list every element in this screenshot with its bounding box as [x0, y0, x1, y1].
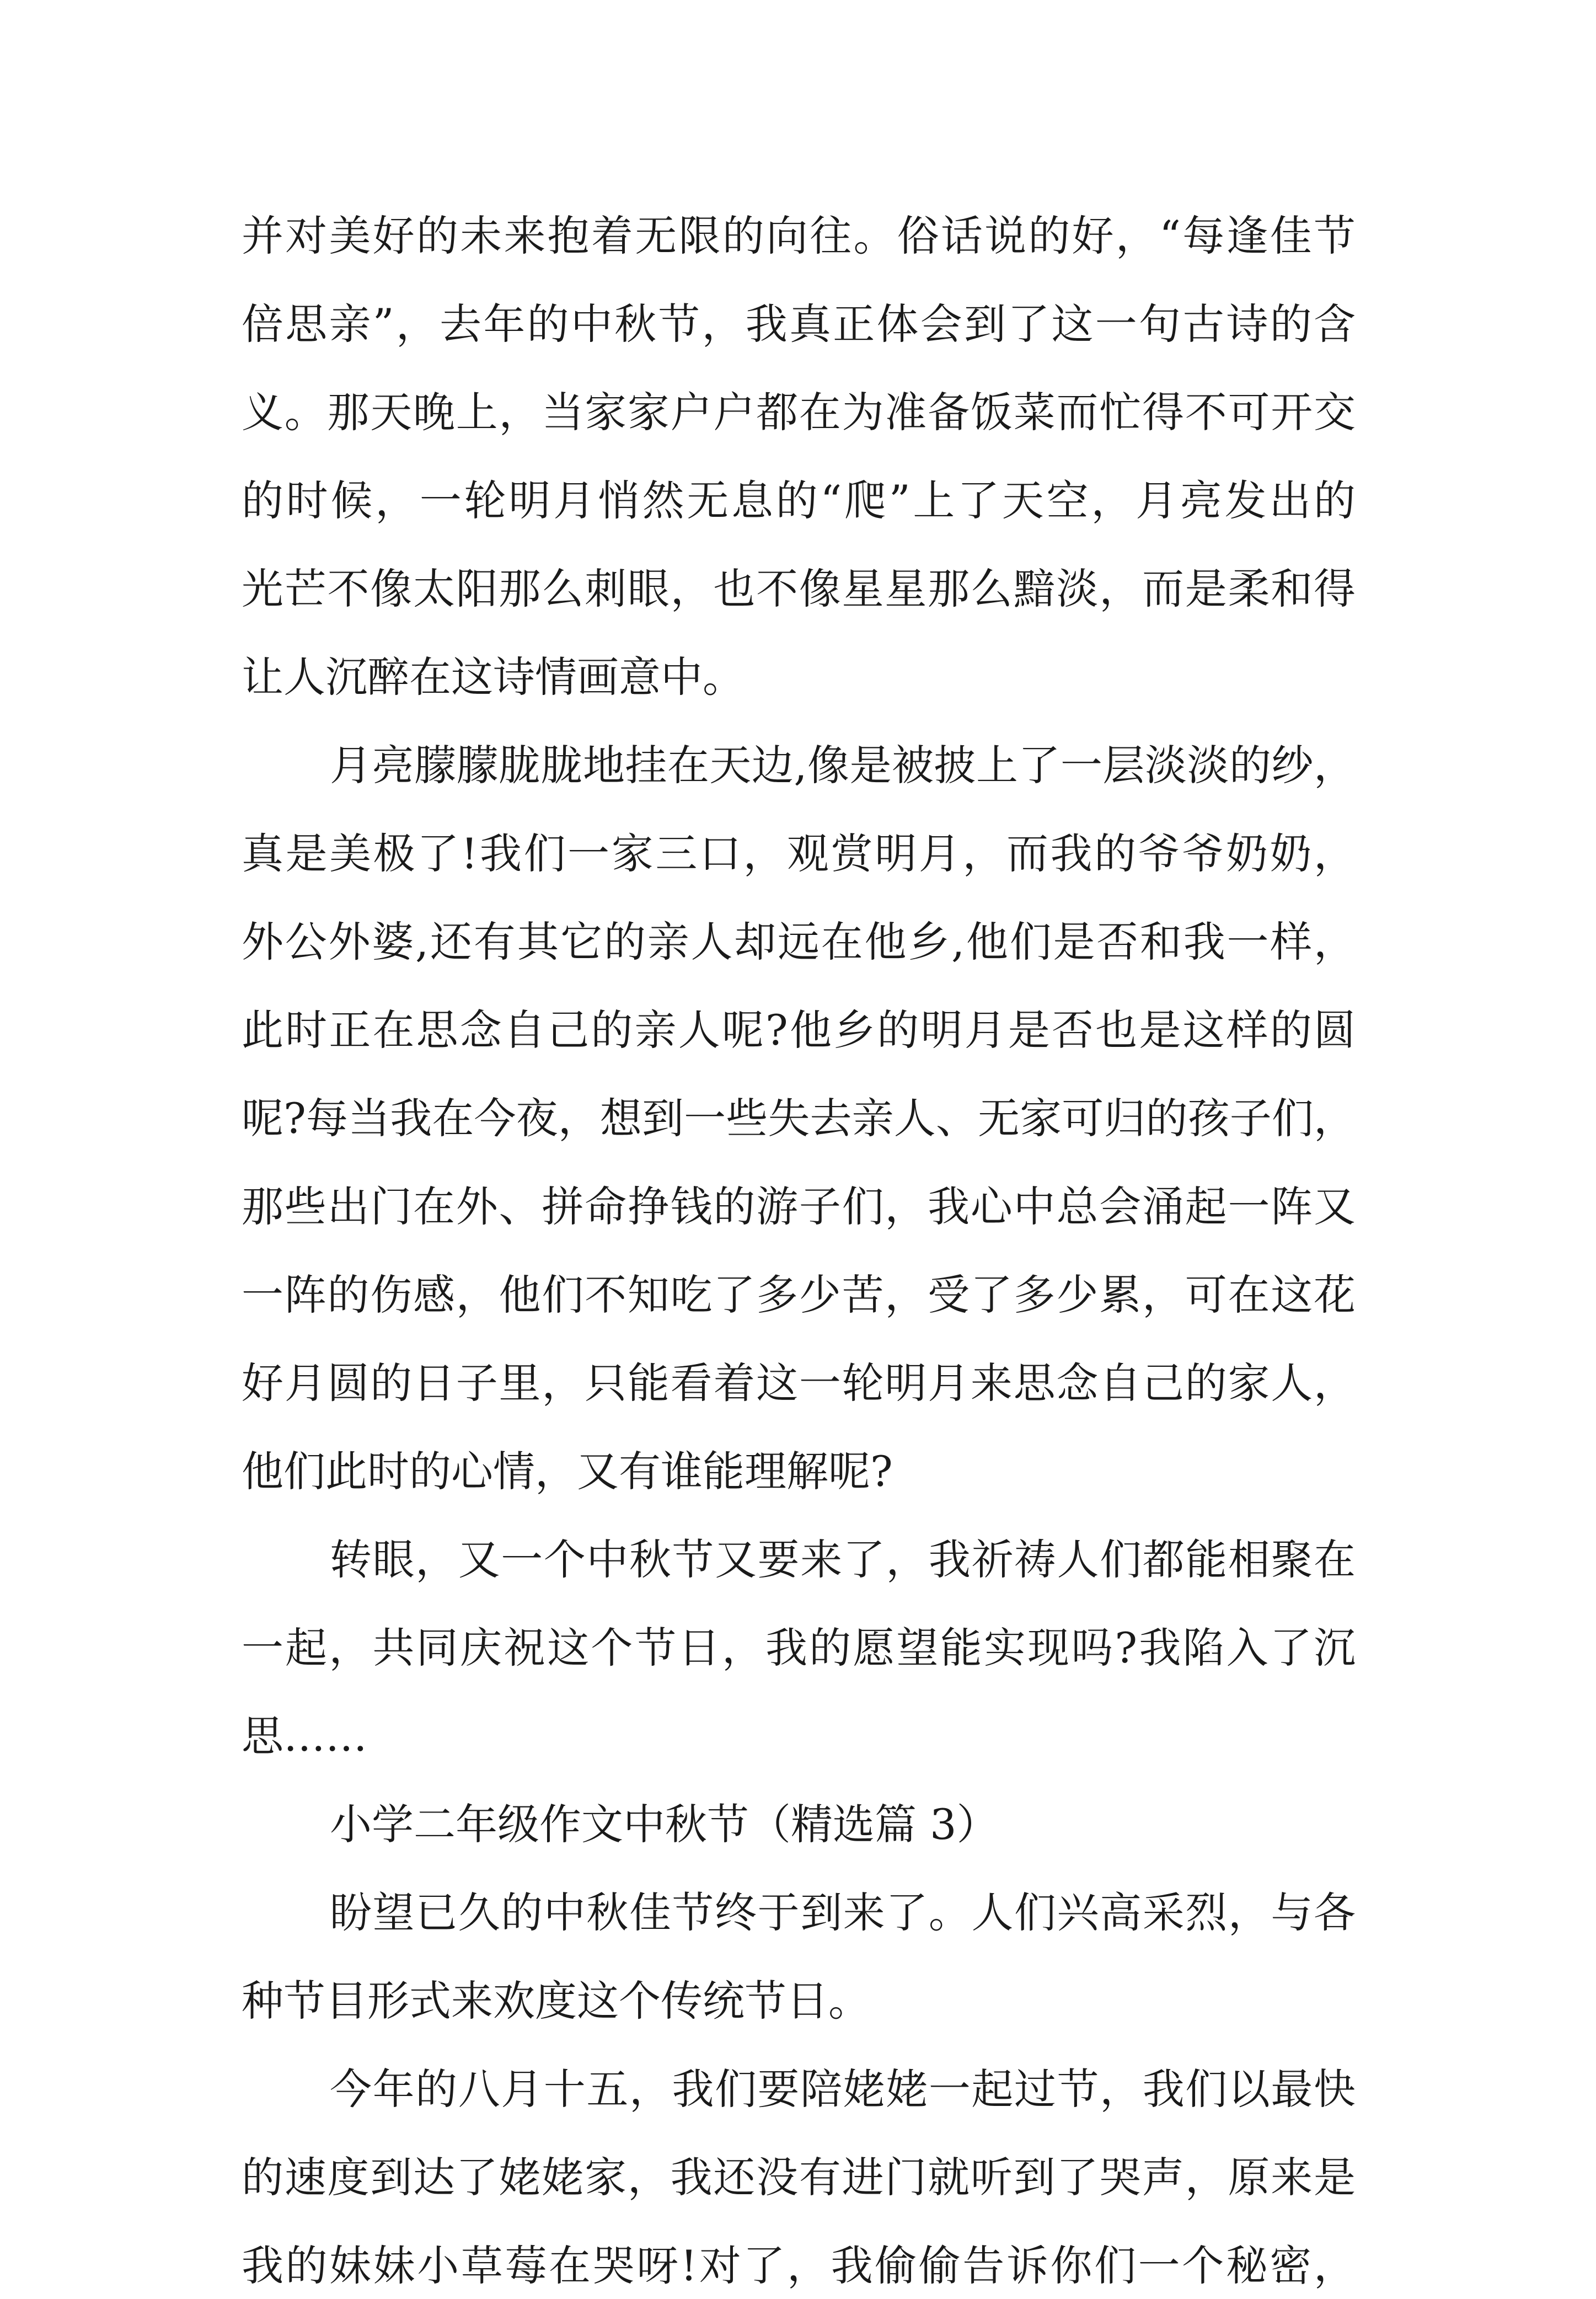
- text-line: 我的妹妹小草莓在哭呀!对了，我偷偷告诉你们一个秘密，: [242, 2241, 1356, 2290]
- text-line: 外公外婆,还有其它的亲人却远在他乡,他们是否和我一样，: [242, 917, 1356, 966]
- text-line: 光芒不像太阳那么刺眼，也不像星星那么黯淡，而是柔和得: [242, 564, 1356, 613]
- text-line: 呢?每当我在今夜，想到一些失去亲人、无家可归的孩子们，: [242, 1094, 1356, 1143]
- text-line: 好月圆的日子里，只能看着这一轮明月来思念自己的家人，: [242, 1359, 1356, 1408]
- text-line: 那些出门在外、拼命挣钱的游子们，我心中总会涌起一阵又: [242, 1182, 1356, 1231]
- text-line: 此时正在思念自己的亲人呢?他乡的明月是否也是这样的圆: [242, 1006, 1356, 1055]
- text-line: 一阵的伤感，他们不知吃了多少苦，受了多少累，可在这花: [242, 1270, 1356, 1319]
- section-heading: 小学二年级作文中秋节（精选篇 3）: [330, 1800, 999, 1849]
- text-line: 一起，共同庆祝这个节日，我的愿望能实现吗?我陷入了沉: [242, 1623, 1356, 1672]
- text-line: 思……: [242, 1712, 367, 1761]
- text-line: 的速度到达了姥姥家，我还没有进门就听到了哭声，原来是: [242, 2153, 1356, 2202]
- text-line: 让人沉醉在这诗情画意中。: [242, 653, 745, 702]
- paragraph-first-line: 月亮朦朦胧胧地挂在天边,像是被披上了一层淡淡的纱，: [330, 741, 1356, 790]
- text-line: 的时候，一轮明月悄然无息的“爬”上了天空，月亮发出的: [242, 476, 1356, 525]
- paragraph-first-line: 转眼，又一个中秋节又要来了，我祈祷人们都能相聚在: [330, 1535, 1356, 1584]
- paragraph-first-line: 今年的八月十五，我们要陪姥姥一起过节，我们以最快: [330, 2065, 1356, 2114]
- text-line: 种节目形式来欢度这个传统节日。: [242, 1976, 870, 2025]
- paragraph-first-line: 盼望已久的中秋佳节终于到来了。人们兴高采烈，与各: [330, 1888, 1356, 1937]
- text-line: 真是美极了!我们一家三口，观赏明月，而我的爷爷奶奶，: [242, 829, 1356, 878]
- text-line: 倍思亲”，去年的中秋节，我真正体会到了这一句古诗的含: [242, 300, 1356, 349]
- text-line: 并对美好的未来抱着无限的向往。俗话说的好，“每逢佳节: [242, 211, 1356, 260]
- text-line: 义。那天晚上，当家家户户都在为准备饭菜而忙得不可开交: [242, 388, 1356, 437]
- text-line: 他们此时的心情，又有谁能理解呢?: [242, 1447, 893, 1496]
